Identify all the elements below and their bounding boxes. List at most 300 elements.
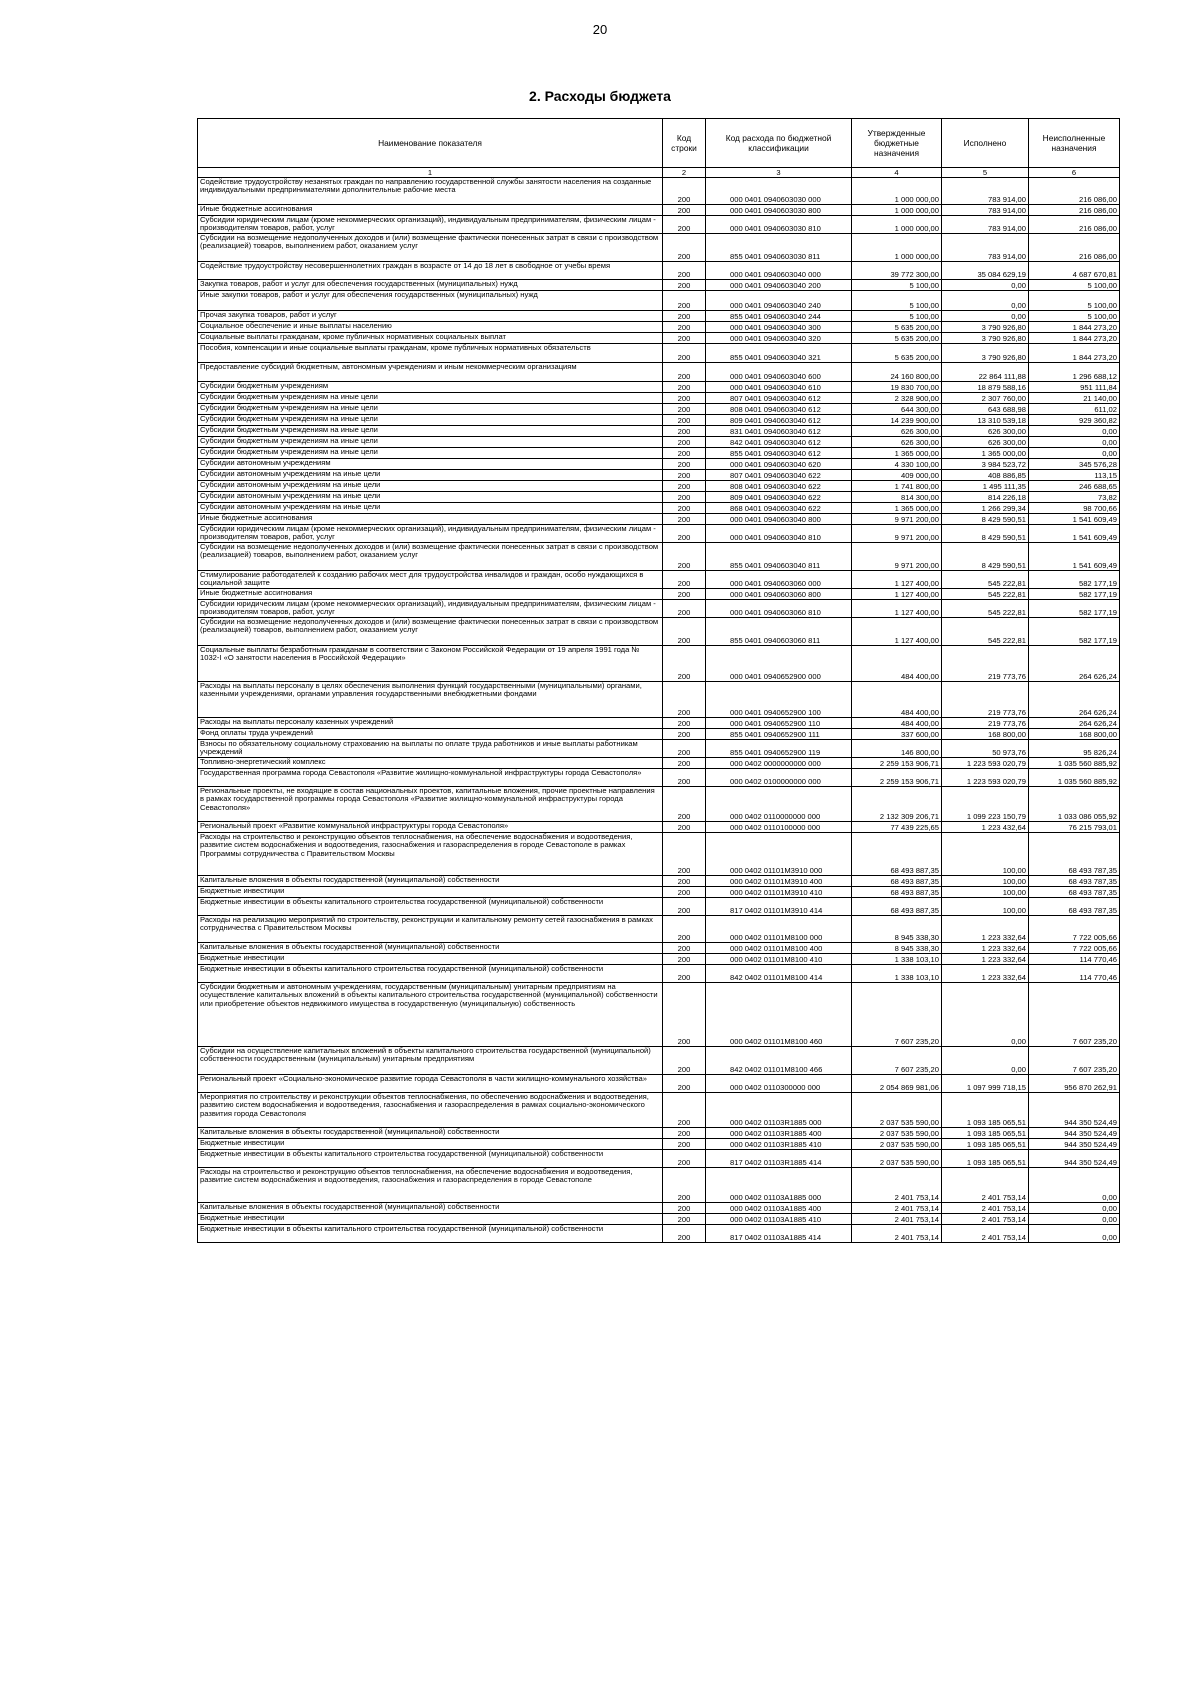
table-cell: 2 401 753,14 [942, 1214, 1029, 1225]
table-cell: 200 [663, 234, 706, 262]
table-cell: 808 0401 0940603040 622 [706, 481, 852, 492]
table-cell: Бюджетные инвестиции в объекты капитального строительства государственной (муниципальной) собственности [198, 1150, 663, 1168]
table-cell: 13 310 539,18 [942, 415, 1029, 426]
table-cell: 200 [663, 822, 706, 833]
table-cell: 1 127 400,00 [852, 589, 942, 600]
table-cell: 200 [663, 448, 706, 459]
table-cell: Субсидии юридическим лицам (кроме некоммерческих организаций), индивидуальным предпринимателям, физическим лицам - производителям товаров, работ, услуг [198, 525, 663, 543]
table-cell: 1 365 000,00 [852, 448, 942, 459]
table-cell: Субсидии бюджетным учреждениям на иные цели [198, 404, 663, 415]
table-cell: 1 741 800,00 [852, 481, 942, 492]
table-cell: Субсидии юридическим лицам (кроме некоммерческих организаций), индивидуальным предпринимателям, физическим лицам - производителям товаров, работ, услуг [198, 216, 663, 234]
table-cell: 1 495 111,35 [942, 481, 1029, 492]
table-cell: Содействие трудоустройству незанятых граждан по направлению государственной службы занятости населения на созданные индивидуальными предпринимателями дополнительные рабочие места [198, 178, 663, 205]
table-cell: 1 541 609,49 [1029, 514, 1120, 525]
table-row [198, 525, 1120, 543]
table-row [198, 382, 1120, 393]
table-cell: 2 307 760,00 [942, 393, 1029, 404]
table-cell: 200 [663, 983, 706, 1047]
table-cell: 200 [663, 1075, 706, 1093]
table-cell: 582 177,19 [1029, 618, 1120, 646]
table-cell: 000 0401 0940603040 240 [706, 291, 852, 311]
table-cell: 1 035 560 885,92 [1029, 758, 1120, 769]
table-cell: 219 773,76 [942, 682, 1029, 718]
table-cell: 0,00 [942, 311, 1029, 322]
table-row [198, 943, 1120, 954]
table-cell: Субсидии бюджетным учреждениям на иные цели [198, 448, 663, 459]
table-cell: 1 365 000,00 [942, 448, 1029, 459]
table-cell: 1 127 400,00 [852, 618, 942, 646]
table-cell: 000 0402 01101М8100 410 [706, 954, 852, 965]
table-cell: 0,00 [1029, 448, 1120, 459]
table-row [198, 822, 1120, 833]
table-cell: 146 800,00 [852, 740, 942, 758]
table-cell: 1 093 185 065,51 [942, 1128, 1029, 1139]
table-row [198, 833, 1120, 876]
table-cell: 200 [663, 514, 706, 525]
table-row [198, 291, 1120, 311]
table-cell: 1 127 400,00 [852, 571, 942, 589]
table-cell: 2 401 753,14 [852, 1225, 942, 1243]
table-cell: 626 300,00 [852, 437, 942, 448]
table-cell: 9 971 200,00 [852, 525, 942, 543]
table-cell: 5 100,00 [1029, 280, 1120, 291]
table-cell: 0,00 [942, 280, 1029, 291]
table-cell: 200 [663, 916, 706, 943]
table-cell: 808 0401 0940603040 612 [706, 404, 852, 415]
table-cell: 68 493 887,35 [852, 898, 942, 916]
table-cell: 944 350 524,49 [1029, 1093, 1120, 1128]
table-row [198, 393, 1120, 404]
table-cell: 5 100,00 [1029, 311, 1120, 322]
table-cell: Расходы на выплаты персоналу в целях обеспечения выполнения функций государственными (муниципальными) органами, казенными учреждениями, органами управления государственными внебюджетными фондами [198, 682, 663, 718]
table-cell: 817 0402 01101М3910 414 [706, 898, 852, 916]
table-row [198, 492, 1120, 503]
table-cell: Иные закупки товаров, работ и услуг для обеспечения государственных (муниципальных) нужд [198, 291, 663, 311]
table-cell: 2 401 753,14 [942, 1168, 1029, 1203]
table-cell: 68 493 887,35 [852, 887, 942, 898]
table-cell: 113,15 [1029, 470, 1120, 481]
table-cell: 855 0401 0940652900 119 [706, 740, 852, 758]
table-cell: 855 0401 0940603040 321 [706, 344, 852, 363]
table-row [198, 729, 1120, 740]
table-row [198, 262, 1120, 280]
table-cell: 200 [663, 954, 706, 965]
table-cell: 855 0401 0940652900 111 [706, 729, 852, 740]
table-cell: 3 790 926,80 [942, 344, 1029, 363]
table-cell: 2 401 753,14 [852, 1203, 942, 1214]
table-cell: Субсидии юридическим лицам (кроме некоммерческих организаций), индивидуальным предпринимателям, физическим лицам - производителям товаров, работ, услуг [198, 600, 663, 618]
table-cell: 817 0402 01103А1885 414 [706, 1225, 852, 1243]
table-cell: 783 914,00 [942, 216, 1029, 234]
table-header-row [198, 119, 1120, 168]
table-cell: 5 100,00 [1029, 291, 1120, 311]
table-cell: Субсидии бюджетным учреждениям на иные цели [198, 393, 663, 404]
table-cell: 1 541 609,49 [1029, 543, 1120, 571]
table-cell: 1 223 593 020,79 [942, 758, 1029, 769]
table-cell: Мероприятия по строительству и реконструкции объектов теплоснабжения, по обеспечению водоснабжения и водоотведения, развитию систем водоснабжения и водоотведения, газоснабжения и газораспределения в рамках социально-экономического развития города Севастополя [198, 1093, 663, 1128]
table-cell: 68 493 787,35 [1029, 898, 1120, 916]
table-row [198, 600, 1120, 618]
table-cell: Иные бюджетные ассигнования [198, 514, 663, 525]
table-cell: 951 111,84 [1029, 382, 1120, 393]
table-cell: 0,00 [942, 983, 1029, 1047]
table-cell: 0,00 [1029, 1168, 1120, 1203]
table-row [198, 322, 1120, 333]
table-cell: 2 037 535 590,00 [852, 1150, 942, 1168]
table-cell: 200 [663, 898, 706, 916]
table-cell: 817 0402 01103R1885 414 [706, 1150, 852, 1168]
table-cell: 264 626,24 [1029, 646, 1120, 682]
table-cell: 842 0402 01101М8100 466 [706, 1047, 852, 1075]
table-cell: 2 054 869 981,06 [852, 1075, 942, 1093]
table-cell: 200 [663, 415, 706, 426]
table-cell: 929 360,82 [1029, 415, 1120, 426]
table-cell: 582 177,19 [1029, 571, 1120, 589]
table-cell: 000 0401 0940603040 800 [706, 514, 852, 525]
table-cell: Иные бюджетные ассигнования [198, 205, 663, 216]
table-cell: 1 223 332,64 [942, 965, 1029, 983]
table-cell: 643 688,98 [942, 404, 1029, 415]
table-cell: 8 945 338,30 [852, 943, 942, 954]
table-row [198, 718, 1120, 729]
table-cell: 1 338 103,10 [852, 965, 942, 983]
table-cell: 200 [663, 1150, 706, 1168]
table-cell: Субсидии бюджетным учреждениям на иные цели [198, 415, 663, 426]
table-cell: 000 0402 01103А1885 000 [706, 1168, 852, 1203]
table-cell: 100,00 [942, 876, 1029, 887]
table-cell: 200 [663, 1225, 706, 1243]
table-cell: Топливно-энергетический комплекс [198, 758, 663, 769]
table-cell: 200 [663, 333, 706, 344]
table-row [198, 470, 1120, 481]
table-cell: 1 093 185 065,51 [942, 1150, 1029, 1168]
table-cell: 200 [663, 682, 706, 718]
table-row [198, 1128, 1120, 1139]
table-cell: 831 0401 0940603040 612 [706, 426, 852, 437]
page-number: 20 [592, 22, 608, 37]
table-cell: 8 429 590,51 [942, 514, 1029, 525]
table-cell: 484 400,00 [852, 682, 942, 718]
table-cell: Бюджетные инвестиции [198, 1139, 663, 1150]
table-cell: 807 0401 0940603040 612 [706, 393, 852, 404]
column-header: Код расхода по бюджетной классификации [706, 119, 852, 168]
column-header: Утвержденные бюджетные назначения [852, 119, 942, 168]
table-cell: 216 086,00 [1029, 234, 1120, 262]
table-row [198, 503, 1120, 514]
column-header: Код строки [663, 119, 706, 168]
table-cell: 18 879 588,16 [942, 382, 1029, 393]
table-cell: 545 222,81 [942, 589, 1029, 600]
table-cell: 200 [663, 876, 706, 887]
table-row [198, 344, 1120, 363]
table-cell: Фонд оплаты труда учреждений [198, 729, 663, 740]
table-cell: 246 688,65 [1029, 481, 1120, 492]
table-cell: 100,00 [942, 887, 1029, 898]
table-cell: 168 800,00 [1029, 729, 1120, 740]
table-cell: 1 000 000,00 [852, 178, 942, 205]
table-cell: Расходы на строительство и реконструкцию объектов теплоснабжения, на обеспечение водоснабжения и водоотведения, развитие систем водоснабжения и водоотведения, газоснабжения и газораспределения в городе Севастополе в рамках Программы сотрудничества с Правительством Москвы [198, 833, 663, 876]
table-row [198, 178, 1120, 205]
table-cell: Предоставление субсидий бюджетным, автономным учреждениям и иным некоммерческим организациям [198, 363, 663, 382]
table-cell: 626 300,00 [852, 426, 942, 437]
table-cell: Взносы по обязательному социальному страхованию на выплаты по оплате труда работников и иные выплаты работникам учреждений [198, 740, 663, 758]
table-cell: 200 [663, 543, 706, 571]
table-cell: 1 000 000,00 [852, 234, 942, 262]
table-cell: 5 635 200,00 [852, 333, 942, 344]
table-cell: 1 035 560 885,92 [1029, 769, 1120, 787]
table-cell: 484 400,00 [852, 646, 942, 682]
table-row [198, 437, 1120, 448]
table-cell: 4 330 100,00 [852, 459, 942, 470]
table-cell: 626 300,00 [942, 437, 1029, 448]
table-cell: 1 223 332,64 [942, 916, 1029, 943]
table-row [198, 954, 1120, 965]
table-cell: 200 [663, 382, 706, 393]
table-cell: 2 401 753,14 [942, 1203, 1029, 1214]
table-cell: 000 0401 0940603040 600 [706, 363, 852, 382]
table-cell: 2 132 309 206,71 [852, 787, 942, 822]
table-cell: 114 770,46 [1029, 954, 1120, 965]
table-cell: 2 401 753,14 [942, 1225, 1029, 1243]
table-cell: 0,00 [1029, 1203, 1120, 1214]
table-cell: 000 0402 0000000000 000 [706, 758, 852, 769]
table-cell: 1 097 999 718,15 [942, 1075, 1029, 1093]
table-cell: 68 493 787,35 [1029, 876, 1120, 887]
table-cell: 5 635 200,00 [852, 322, 942, 333]
table-row [198, 682, 1120, 718]
table-cell: 814 226,18 [942, 492, 1029, 503]
table-row [198, 216, 1120, 234]
table-cell: 000 0402 0100000000 000 [706, 769, 852, 787]
table-cell: 855 0401 0940603040 811 [706, 543, 852, 571]
table-cell: 200 [663, 758, 706, 769]
table-cell: 77 439 225,65 [852, 822, 942, 833]
table-cell: 000 0401 0940603060 800 [706, 589, 852, 600]
table-cell: 200 [663, 205, 706, 216]
table-cell: 0,00 [942, 291, 1029, 311]
table-cell: 264 626,24 [1029, 718, 1120, 729]
table-cell: Социальное обеспечение и иные выплаты населению [198, 322, 663, 333]
table-cell: 000 0402 01103R1885 400 [706, 1128, 852, 1139]
table-row [198, 1047, 1120, 1075]
table-cell: 2 037 535 590,00 [852, 1093, 942, 1128]
table-cell: 200 [663, 291, 706, 311]
table-cell: 855 0401 0940603040 612 [706, 448, 852, 459]
table-row [198, 1093, 1120, 1128]
table-cell: 8 429 590,51 [942, 543, 1029, 571]
table-cell: 7 722 005,66 [1029, 916, 1120, 943]
table-cell: 956 870 262,91 [1029, 1075, 1120, 1093]
table-cell: 1 223 432,64 [942, 822, 1029, 833]
table-cell: 545 222,81 [942, 600, 1029, 618]
table-cell: 200 [663, 1203, 706, 1214]
table-row [198, 758, 1120, 769]
table-cell: 219 773,76 [942, 718, 1029, 729]
table-cell: 2 259 153 906,71 [852, 758, 942, 769]
table-cell: 100,00 [942, 898, 1029, 916]
table-cell: 545 222,81 [942, 571, 1029, 589]
table-cell: 1 000 000,00 [852, 205, 942, 216]
table-cell: 3 790 926,80 [942, 322, 1029, 333]
table-cell: 809 0401 0940603040 622 [706, 492, 852, 503]
page-title: 2. Расходы бюджета [529, 88, 671, 104]
table-cell: 5 100,00 [852, 291, 942, 311]
table-cell: 200 [663, 1128, 706, 1139]
table-cell: 200 [663, 178, 706, 205]
table-cell: Бюджетные инвестиции [198, 1214, 663, 1225]
table-cell: 809 0401 0940603040 612 [706, 415, 852, 426]
table-cell: 345 576,28 [1029, 459, 1120, 470]
table-cell: Бюджетные инвестиции в объекты капитального строительства государственной (муниципальной) собственности [198, 898, 663, 916]
table-cell: Пособия, компенсации и иные социальные выплаты гражданам, кроме публичных нормативных обязательств [198, 344, 663, 363]
table-cell: 408 886,85 [942, 470, 1029, 481]
column-number: 1 [198, 168, 663, 178]
column-header: Исполнено [942, 119, 1029, 168]
table-row [198, 1203, 1120, 1214]
table-cell: 337 600,00 [852, 729, 942, 740]
table-cell: 200 [663, 344, 706, 363]
table-cell: 1 093 185 065,51 [942, 1093, 1029, 1128]
table-row [198, 234, 1120, 262]
table-row [198, 1214, 1120, 1225]
table-cell: 000 0402 01103R1885 410 [706, 1139, 852, 1150]
table-cell: Субсидии автономным учреждениям [198, 459, 663, 470]
table-cell: 200 [663, 437, 706, 448]
table-cell: 200 [663, 363, 706, 382]
table-row [198, 787, 1120, 822]
table-cell: 50 973,76 [942, 740, 1029, 758]
table-cell: 0,00 [1029, 437, 1120, 448]
table-cell: Капитальные вложения в объекты государственной (муниципальной) собственности [198, 1203, 663, 1214]
table-cell: 000 0401 0940603040 620 [706, 459, 852, 470]
table-cell: 1 541 609,49 [1029, 525, 1120, 543]
table-cell: 9 971 200,00 [852, 543, 942, 571]
table-cell: 200 [663, 943, 706, 954]
table-cell: 1 127 400,00 [852, 600, 942, 618]
table-cell: 216 086,00 [1029, 216, 1120, 234]
table-cell: 1 223 332,64 [942, 943, 1029, 954]
table-cell: Расходы на строительство и реконструкцию объектов теплоснабжения, на обеспечение водоснабжения и водоотведения, развитие систем водоснабжения и водоотведения, газоснабжения и газораспределения в городе Севастополе [198, 1168, 663, 1203]
table-cell: 200 [663, 492, 706, 503]
table-cell: 98 700,66 [1029, 503, 1120, 514]
table-cell: 944 350 524,49 [1029, 1139, 1120, 1150]
table-cell: 000 0401 0940652900 110 [706, 718, 852, 729]
table-cell: 2 037 535 590,00 [852, 1128, 942, 1139]
table-row [198, 459, 1120, 470]
table-cell: 855 0401 0940603060 811 [706, 618, 852, 646]
table-cell: 168 800,00 [942, 729, 1029, 740]
table-cell: 000 0401 0940603040 810 [706, 525, 852, 543]
table-cell: 7 607 235,20 [852, 1047, 942, 1075]
table-cell: Прочая закупка товаров, работ и услуг [198, 311, 663, 322]
table-row [198, 426, 1120, 437]
table-cell: Субсидии на возмещение недополученных доходов и (или) возмещение фактически понесенных затрат в связи с производством (реализацией) товаров, выполнением работ, оказанием услуг [198, 618, 663, 646]
table-cell: 5 635 200,00 [852, 344, 942, 363]
table-cell: 1 844 273,20 [1029, 333, 1120, 344]
table-cell: 4 687 670,81 [1029, 262, 1120, 280]
table-cell: 807 0401 0940603040 622 [706, 470, 852, 481]
table-cell: 000 0402 01103А1885 410 [706, 1214, 852, 1225]
table-cell: Субсидии на осуществление капитальных вложений в объекты капитального строительства государственной (муниципальной) собственности государственным (муниципальным) унитарным предприятиям [198, 1047, 663, 1075]
table-cell: 000 0401 0940603060 000 [706, 571, 852, 589]
table-cell: 1 000 000,00 [852, 216, 942, 234]
table-cell: 95 826,24 [1029, 740, 1120, 758]
table-cell: 582 177,19 [1029, 589, 1120, 600]
table-row [198, 769, 1120, 787]
table-cell: 000 0402 01101М8100 460 [706, 983, 852, 1047]
table-cell: Субсидии автономным учреждениям на иные цели [198, 503, 663, 514]
table-cell: 783 914,00 [942, 234, 1029, 262]
table-cell: Расходы на реализацию мероприятий по строительству, реконструкции и капитальному ремонту сетей газоснабжения в рамках сотрудничества с Правительством Москвы [198, 916, 663, 943]
table-cell: Социальные выплаты безработным гражданам в соответствии с Законом Российской Федерации от 19 апреля 1991 года № 1032-I «О занятости населения в Российской Федерации» [198, 646, 663, 682]
table-cell: 114 770,46 [1029, 965, 1120, 983]
table-cell: 200 [663, 718, 706, 729]
table-cell: 200 [663, 470, 706, 481]
table-cell: 22 864 111,88 [942, 363, 1029, 382]
table-row [198, 448, 1120, 459]
table-cell: Бюджетные инвестиции в объекты капитального строительства государственной (муниципальной) собственности [198, 1225, 663, 1243]
table-row [198, 965, 1120, 983]
table-row [198, 983, 1120, 1047]
table-cell: 200 [663, 740, 706, 758]
table-cell: 000 0402 01101М8100 400 [706, 943, 852, 954]
table-cell: 200 [663, 887, 706, 898]
table-cell: 1 365 000,00 [852, 503, 942, 514]
table-row [198, 571, 1120, 589]
table-cell: Расходы на выплаты персоналу казенных учреждений [198, 718, 663, 729]
table-cell: 7 722 005,66 [1029, 943, 1120, 954]
table-cell: 8 945 338,30 [852, 916, 942, 943]
table-cell: Стимулирование работодателей к созданию рабочих мест для трудоустройства инвалидов и граждан, особо нуждающихся в социальной защите [198, 571, 663, 589]
table-cell: Социальные выплаты гражданам, кроме публичных нормативных социальных выплат [198, 333, 663, 344]
table-cell: 8 429 590,51 [942, 525, 1029, 543]
table-cell: 0,00 [1029, 426, 1120, 437]
table-cell: 855 0401 0940603030 811 [706, 234, 852, 262]
table-cell: 5 100,00 [852, 280, 942, 291]
table-cell: 000 0401 0940652900 100 [706, 682, 852, 718]
table-cell: Субсидии на возмещение недополученных доходов и (или) возмещение фактически понесенных затрат в связи с производством (реализацией) товаров, выполнением работ, оказанием услуг [198, 234, 663, 262]
table-cell: 73,82 [1029, 492, 1120, 503]
table-cell: 944 350 524,49 [1029, 1128, 1120, 1139]
table-row [198, 363, 1120, 382]
table-cell: Субсидии бюджетным учреждениям на иные цели [198, 437, 663, 448]
table-cell: 264 626,24 [1029, 682, 1120, 718]
table-cell: 000 0402 0110100000 000 [706, 822, 852, 833]
table-cell: Субсидии на возмещение недополученных доходов и (или) возмещение фактически понесенных затрат в связи с производством (реализацией) товаров, выполнением работ, оказанием услуг [198, 543, 663, 571]
table-cell: 200 [663, 503, 706, 514]
table-cell: 200 [663, 571, 706, 589]
table-cell: Региональные проекты, не входящие в состав национальных проектов, капитальные вложения, прочие проектные направления в рамках государственной программы города Севастополя «Развитие жилищно-коммунальной инфраструктуры города Севастополя» [198, 787, 663, 822]
table-cell: Субсидии бюджетным учреждениям на иные цели [198, 426, 663, 437]
table-cell: 611,02 [1029, 404, 1120, 415]
table-cell: 200 [663, 600, 706, 618]
table-cell: 0,00 [1029, 1225, 1120, 1243]
table-cell: 200 [663, 618, 706, 646]
table-cell: 000 0402 01101М3910 400 [706, 876, 852, 887]
table-cell: 000 0402 0110000000 000 [706, 787, 852, 822]
table-cell: Государственная программа города Севастополя «Развитие жилищно-коммунальной инфраструктуры города Севастополя» [198, 769, 663, 787]
table-cell: 200 [663, 426, 706, 437]
table-cell: 35 084 629,19 [942, 262, 1029, 280]
table-row [198, 280, 1120, 291]
table-row [198, 646, 1120, 682]
table-cell: 000 0401 0940603040 200 [706, 280, 852, 291]
table-cell: 409 000,00 [852, 470, 942, 481]
table-row [198, 1075, 1120, 1093]
table-cell: 1 844 273,20 [1029, 322, 1120, 333]
table-cell: 000 0401 0940603040 610 [706, 382, 852, 393]
